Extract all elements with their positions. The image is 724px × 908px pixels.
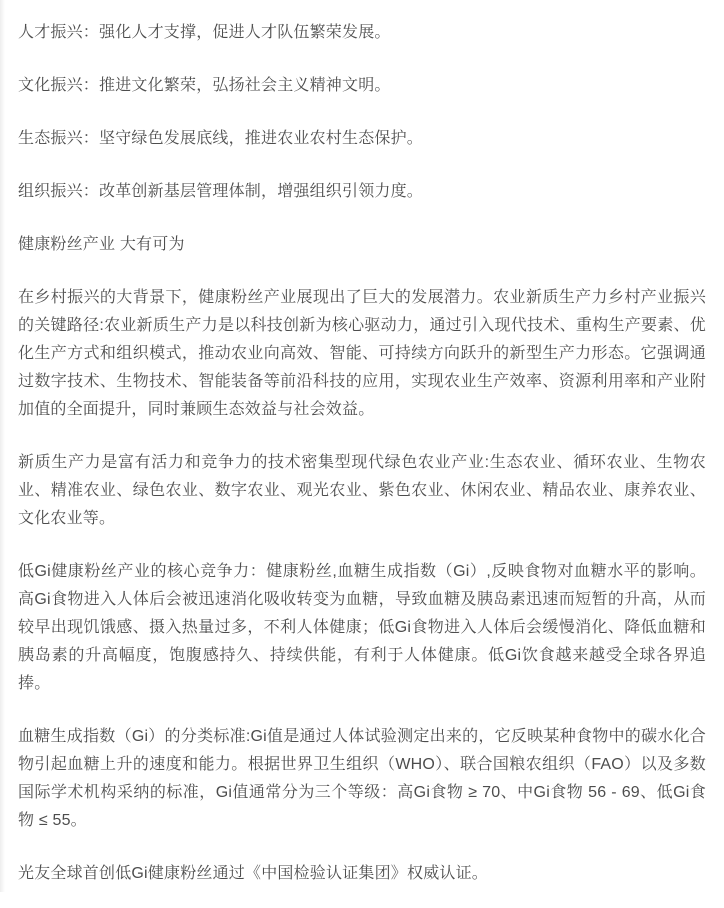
paragraph-low-gi-competitiveness: 低Gi健康粉丝产业的核心竞争力：健康粉丝,血糖生成指数（Gi）,反映食物对血糖水平的影响。高Gi食物进入人体后会被迅速消化吸收转变为血糖，导致血糖及胰岛素迅速而短暂的升高，从而较早出现饥饿感、摄入热量过多，不利人体健康；低Gi食物进入人体后会缓慢消化、降低血糖和胰岛素的升高幅度，饱腹感持久、持续供能，有利于人体健康。低Gi饮食越来越受全球各界追捧。 xyxy=(18,563,706,692)
paragraph-guangyou-certification: 光友全球首创低Gi健康粉丝通过《中国检验认证集团》权威认证。 xyxy=(18,865,489,882)
paragraph-culture-revitalization: 文化振兴：推进文化繁荣，弘扬社会主义精神文明。 xyxy=(18,77,391,94)
paragraph-ecology-revitalization: 生态振兴：坚守绿色发展底线，推进农业农村生态保护。 xyxy=(18,130,424,147)
paragraph-talent-revitalization: 人才振兴：强化人才支撑，促进人才队伍繁荣发展。 xyxy=(18,24,391,41)
paragraph-new-productive-forces: 新质生产力是富有活力和竞争力的技术密集型现代绿色农业产业:生态农业、循环农业、生物农业、精准农业、绿色农业、数字农业、观光农业、紫色农业、休闲农业、精品农业、康养农业、文化农业等。 xyxy=(18,454,706,527)
paragraph-gi-classification-standard: 血糖生成指数（Gi）的分类标准:Gi值是通过人体试验测定出来的，它反映某种食物中的碳水化合物引起血糖上升的速度和能力。根据世界卫生组织（WHO）、联合国粮农组织（FAO）以及多数国际学术机构采纳的标准，Gi值通常分为三个等级：高Gi食物 ≥ 70、中Gi食物 56 - 69、低Gi食物 ≤ 55。 xyxy=(18,728,706,829)
paragraph-organization-revitalization: 组织振兴：改革创新基层管理体制，增强组织引领力度。 xyxy=(18,183,424,200)
paragraph-rural-revitalization-background: 在乡村振兴的大背景下，健康粉丝产业展现出了巨大的发展潜力。农业新质生产力乡村产业振兴的关键路径:农业新质生产力是以科技创新为核心驱动力，通过引入现代技术、重构生产要素、优化生产方式和组织模式，推动农业向高效、智能、可持续方向跃升的新型生产力形态。它强调通过数字技术、生物技术、智能装备等前沿科技的应用，实现农业生产效率、资源利用率和产业附加值的全面提升，同时兼顾生态效益与社会效益。 xyxy=(18,289,706,418)
section-title-healthy-vermicelli: 健康粉丝产业 大有可为 xyxy=(18,236,185,253)
